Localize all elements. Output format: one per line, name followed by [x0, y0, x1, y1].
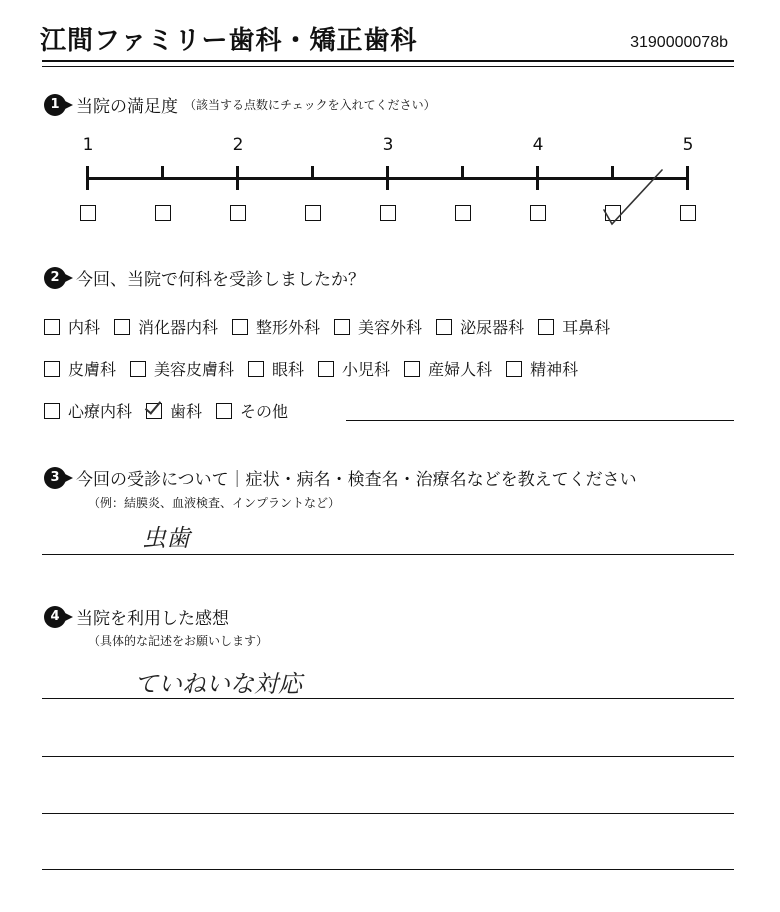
question-2-number: 2 [44, 267, 66, 289]
option-cosmetic-dermatology[interactable] [130, 357, 234, 380]
scale-label-4: 4 [532, 135, 544, 155]
scale-tick [536, 166, 539, 190]
option-urology[interactable] [436, 315, 524, 338]
scale-tick [311, 166, 314, 180]
checkbox[interactable] [216, 403, 232, 419]
option-label: 美容外科 [358, 318, 423, 337]
option-gastroenterology[interactable] [114, 315, 218, 338]
scale-tick [686, 166, 689, 190]
checkbox[interactable] [232, 319, 248, 335]
check-mark-icon [596, 166, 668, 230]
question-3 [44, 465, 637, 490]
answer-line [42, 756, 734, 757]
question-3-number: 3 [44, 467, 66, 489]
option-label: 整形外科 [256, 318, 321, 337]
question-3-label: 今回の受診について｜症状・病名・検査名・治療名などを教えてください [76, 470, 637, 490]
score-checkbox-2[interactable] [230, 205, 246, 221]
checkbox-checked[interactable] [146, 403, 162, 419]
question-4-number: 4 [44, 606, 66, 628]
scale-label-5: 5 [682, 135, 694, 155]
checkbox[interactable] [538, 319, 554, 335]
question-2 [44, 265, 365, 290]
answer-line [42, 869, 734, 870]
question-3-answer[interactable]: 虫歯 [142, 524, 190, 552]
option-dermatology[interactable] [44, 357, 116, 380]
option-other[interactable] [216, 399, 288, 422]
question-1-number: 1 [44, 94, 66, 116]
option-label: 美容皮膚科 [154, 360, 235, 379]
option-label: 泌尿器科 [460, 318, 525, 337]
scale-label-1: 1 [82, 135, 94, 155]
option-label: 消化器内科 [138, 318, 219, 337]
form-title: 江間ファミリー歯科・矯正歯科 [40, 26, 418, 56]
option-label: 心療内科 [68, 402, 133, 421]
scale-tick [386, 166, 389, 190]
question-1-hint: （該当する点数にチェックを入れてください） [184, 98, 436, 112]
score-checkbox-3[interactable] [380, 205, 396, 221]
option-ent[interactable] [538, 315, 610, 338]
option-label: 眼科 [272, 360, 305, 379]
checkbox[interactable] [404, 361, 420, 377]
score-checkbox-4[interactable] [530, 205, 546, 221]
score-checkbox-5[interactable] [680, 205, 696, 221]
answer-line [42, 813, 734, 814]
score-checkbox-2-5[interactable] [305, 205, 321, 221]
department-row-2 [44, 357, 592, 380]
document-id: 3190000078b [630, 34, 728, 51]
question-4-label: 当院を利用した感想 [76, 609, 229, 629]
department-row-1 [44, 315, 624, 338]
option-psychiatry[interactable] [506, 357, 578, 380]
option-orthopedics[interactable] [232, 315, 320, 338]
scale-tick [461, 166, 464, 180]
question-4-hint: （具体的な記述をお願いします） [88, 634, 269, 648]
score-checkbox-1[interactable] [80, 205, 96, 221]
option-label: 歯科 [170, 402, 203, 421]
scale-tick [86, 166, 89, 190]
option-internal-medicine[interactable] [44, 315, 100, 338]
option-label: 精神科 [530, 360, 579, 379]
checkbox[interactable] [318, 361, 334, 377]
checkbox[interactable] [114, 319, 130, 335]
score-checkbox-3-5[interactable] [455, 205, 471, 221]
option-cosmetic-surgery[interactable] [334, 315, 422, 338]
option-psychosomatic[interactable] [44, 399, 132, 422]
option-ophthalmology[interactable] [248, 357, 304, 380]
checkbox[interactable] [130, 361, 146, 377]
answer-line [42, 554, 734, 555]
checkbox[interactable] [506, 361, 522, 377]
scale-tick [161, 166, 164, 180]
checkbox[interactable] [436, 319, 452, 335]
department-row-3 [44, 399, 302, 422]
option-label: 内科 [68, 318, 101, 337]
option-obstetrics[interactable] [404, 357, 492, 380]
option-label: その他 [240, 402, 289, 421]
checkbox[interactable] [334, 319, 350, 335]
option-label: 小児科 [342, 360, 391, 379]
question-1-label: 当院の満足度 [76, 97, 178, 117]
satisfaction-scale [0, 0, 780, 240]
scale-tick [236, 166, 239, 190]
other-input-line[interactable] [346, 420, 734, 421]
checkbox[interactable] [44, 361, 60, 377]
score-checkbox-1-5[interactable] [155, 205, 171, 221]
option-dentistry[interactable] [146, 399, 202, 422]
scale-label-3: 3 [382, 135, 394, 155]
checkbox[interactable] [44, 403, 60, 419]
option-label: 耳鼻科 [562, 318, 611, 337]
question-3-example: （例：結膜炎、血液検査、インプラントなど） [88, 496, 341, 510]
option-label: 皮膚科 [68, 360, 117, 379]
question-4-answer[interactable]: ていねいな対応 [134, 670, 302, 698]
scale-label-2: 2 [232, 135, 244, 155]
question-2-label: 今回、当院で何科を受診しましたか？ [76, 270, 365, 290]
answer-line [42, 698, 734, 699]
checkbox[interactable] [248, 361, 264, 377]
question-4 [44, 604, 229, 629]
option-pediatrics[interactable] [318, 357, 390, 380]
option-label: 産婦人科 [428, 360, 493, 379]
checkbox[interactable] [44, 319, 60, 335]
